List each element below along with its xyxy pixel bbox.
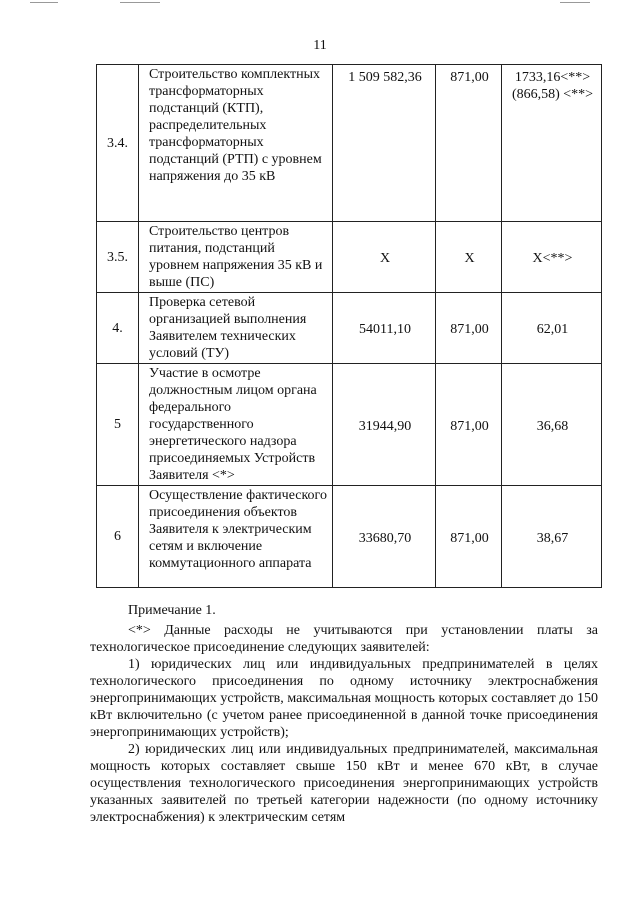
row-rate: [502, 65, 602, 222]
scan-artifact: [560, 2, 590, 3]
row-number: 3.4.: [97, 65, 139, 222]
row-cost: 1 509 582,36: [333, 65, 436, 222]
row-number: 5: [97, 364, 139, 486]
row-rate: 62,01: [502, 293, 602, 364]
row-power: 871,00: [436, 364, 502, 486]
note-title: Примечание 1.: [128, 603, 216, 618]
note-section: [90, 602, 598, 826]
row-rate: 36,68: [502, 364, 602, 486]
row-power: 871,00: [436, 65, 502, 222]
row-rate-alt-value: (866,58) <**>: [511, 87, 594, 102]
row-description: Проверка сетевой организацией выполнения Заявителем технических условий (ТУ): [139, 293, 333, 364]
row-cost: 33680,70: [333, 486, 436, 588]
row-number: 3.5.: [97, 222, 139, 293]
row-rate: X<**>: [502, 222, 602, 293]
row-description: Осуществление фактического присоединения объектов Заявителя к электрическим сетям и включение коммутационного аппарата: [139, 486, 333, 588]
table-row: [97, 364, 602, 486]
tariff-table: [96, 64, 602, 588]
row-cost: 31944,90: [333, 364, 436, 486]
table-row: [97, 65, 602, 222]
row-cost: X: [333, 222, 436, 293]
note-intro: <*> Данные расходы не учитываются при установлении платы за технологическое присоединение следующих заявителей:: [90, 623, 598, 655]
row-power: 871,00: [436, 293, 502, 364]
row-number: 4.: [97, 293, 139, 364]
row-power: X: [436, 222, 502, 293]
page-number: 11: [313, 38, 327, 53]
row-number: 6: [97, 486, 139, 588]
table-row: [97, 222, 602, 293]
row-rate-value: 1733,16<**>: [514, 70, 591, 85]
table-row: [97, 293, 602, 364]
row-cost: 54011,10: [333, 293, 436, 364]
table-row: [97, 486, 602, 588]
note-item-1: 1) юридических лиц или индивидуальных предпринимателей в целях технологического присоединения по одному источнику электроснабжения энергопринимающих устройств, максимальная мощность которых составляет до 150 кВт включительно (с учетом ранее присоединенной в данной точке присоединения энергопринимающих устройств);: [90, 657, 598, 740]
row-power: 871,00: [436, 486, 502, 588]
scan-artifact: [30, 2, 58, 3]
row-rate: 38,67: [502, 486, 602, 588]
row-description: Строительство центров питания, подстанций уровнем напряжения 35 кВ и выше (ПС): [139, 222, 333, 293]
scan-artifact: [120, 2, 160, 3]
row-description: Участие в осмотре должностным лицом органа федерального государственного энергетического надзора присоединяемых Устройств Заявителя <*>: [139, 364, 333, 486]
row-description: Строительство комплектных трансформаторных подстанций (КТП), распределительных трансформаторных подстанций (РТП) с уровнем напряжения до 35 кВ: [139, 65, 333, 222]
note-item-2: 2) юридических лиц или индивидуальных предпринимателей, максимальная мощность которых составляет свыше 150 кВт и менее 670 кВт, в случае осуществления технологического присоединения энергопринимающих устройств указанных заявителей по третьей категории надежности (по одному источнику электроснабжения) к электрическим сетям: [90, 742, 598, 825]
